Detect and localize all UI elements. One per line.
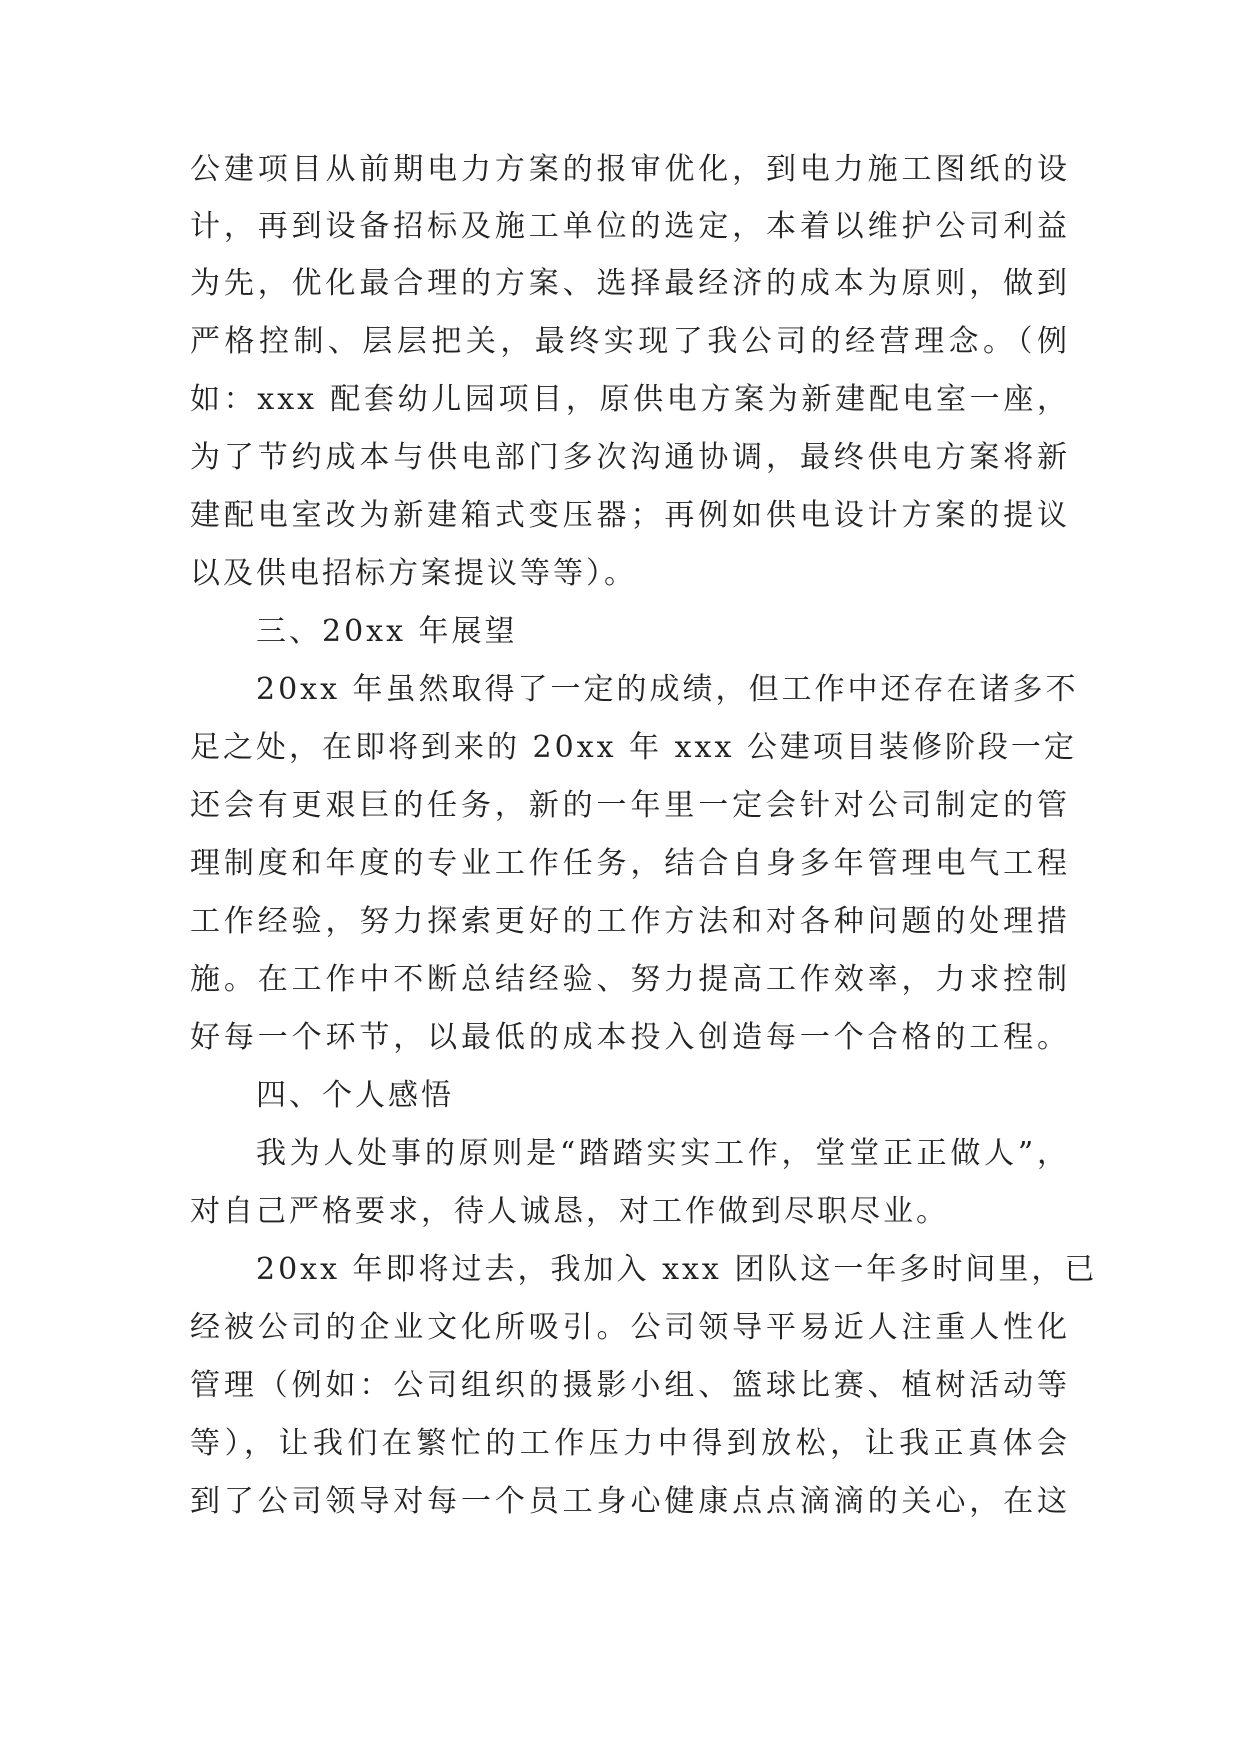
text-line: 20xx 年虽然取得了一定的成绩，但工作中还存在诸多不: [256, 672, 1079, 707]
text-line: 施。在工作中不断总结经验、努力提高工作效率，力求控制: [190, 962, 1070, 997]
text-line: 对自己严格要求，待人诚恳，对工作做到尽职尽业。: [190, 1194, 949, 1229]
text-line: 理制度和年度的专业工作任务，结合自身多年管理电气工程: [190, 846, 1070, 881]
text-line: 我为人处事的原则是“踏踏实实工作，堂堂正正做人”，: [256, 1136, 1070, 1171]
text-line: 如：xxx 配套幼儿园项目，原供电方案为新建配电室一座，: [190, 382, 1070, 417]
text-line: 足之处，在即将到来的 20xx 年 xxx 公建项目装修阶段一定: [190, 730, 1077, 765]
text-line: 计，再到设备招标及施工单位的选定，本着以维护公司利益: [190, 209, 1070, 244]
text-line: 等），让我们在繁忙的工作压力中得到放松，让我正真体会: [190, 1426, 1070, 1461]
text-line: 工作经验，努力探索更好的工作方法和对各种问题的处理措: [190, 904, 1070, 939]
text-line: 公建项目从前期电力方案的报审优化，到电力施工图纸的设: [190, 152, 1070, 187]
text-line: 建配电室改为新建箱式变压器；再例如供电设计方案的提议: [190, 498, 1070, 533]
text-line: 好每一个环节，以最低的成本投入创造每一个合格的工程。: [190, 1020, 1070, 1055]
text-line: 经被公司的企业文化所吸引。公司领导平易近人注重人性化: [190, 1310, 1070, 1345]
text-line: 以及供电招标方案提议等等）。: [190, 556, 637, 591]
section-heading: 三、20xx 年展望: [256, 614, 518, 649]
text-line: 到了公司领导对每一个员工身心健康点点滴滴的关心，在这: [190, 1484, 1070, 1519]
text-line: 为了节约成本与供电部门多次沟通协调，最终供电方案将新: [190, 440, 1070, 475]
text-line: 管理（例如：公司组织的摄影小组、篮球比赛、植树活动等: [190, 1368, 1070, 1403]
text-line: 20xx 年即将过去，我加入 xxx 团队这一年多时间里，已: [256, 1252, 1098, 1287]
section-heading: 四、个人感悟: [256, 1078, 454, 1113]
text-line: 严格控制、层层把关，最终实现了我公司的经营理念。（例: [190, 324, 1070, 359]
text-line: 还会有更艰巨的任务，新的一年里一定会针对公司制定的管: [190, 788, 1070, 823]
text-line: 为先，优化最合理的方案、选择最经济的成本为原则，做到: [190, 266, 1070, 301]
